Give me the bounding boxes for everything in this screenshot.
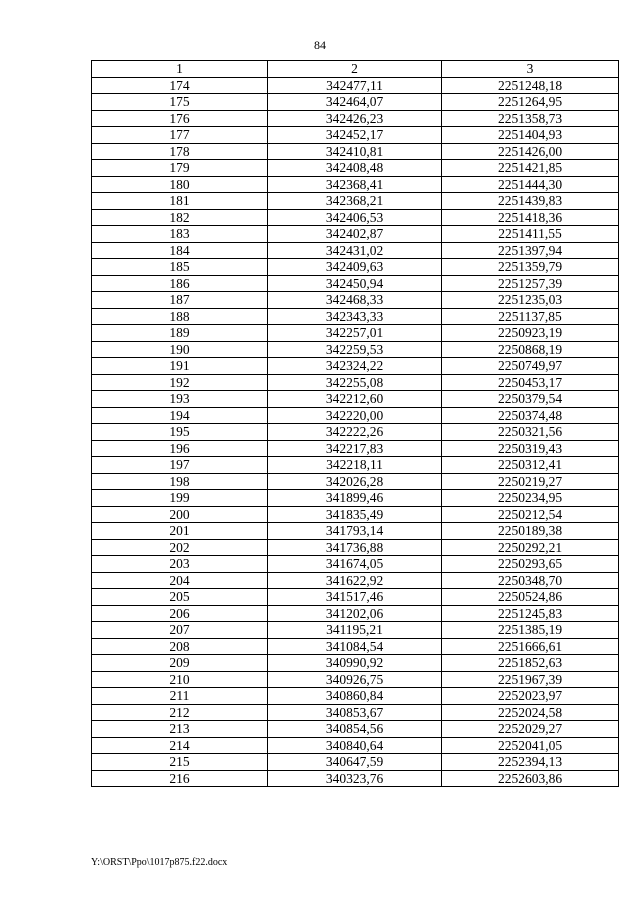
x-coordinate-cell: 342220,00 (268, 407, 442, 424)
table-row (92, 259, 619, 276)
y-coordinate-cell: 2251418,36 (442, 209, 619, 226)
y-coordinate-cell: 2251666,61 (442, 638, 619, 655)
y-coordinate-cell: 2251852,63 (442, 655, 619, 672)
point-number-cell: 206 (92, 605, 268, 622)
x-coordinate-cell: 341517,46 (268, 589, 442, 606)
x-coordinate-cell: 342218,11 (268, 457, 442, 474)
y-coordinate-cell: 2252029,27 (442, 721, 619, 738)
point-number-cell: 208 (92, 638, 268, 655)
y-coordinate-cell: 2251359,79 (442, 259, 619, 276)
y-coordinate-cell: 2251264,95 (442, 94, 619, 111)
table-row (92, 572, 619, 589)
table-row (92, 622, 619, 639)
table-row (92, 325, 619, 342)
point-number-cell: 187 (92, 292, 268, 309)
y-coordinate-cell: 2250234,95 (442, 490, 619, 507)
y-coordinate-cell: 2251358,73 (442, 110, 619, 127)
table-row (92, 754, 619, 771)
x-coordinate-cell: 341195,21 (268, 622, 442, 639)
table-row (92, 407, 619, 424)
y-coordinate-cell: 2250379,54 (442, 391, 619, 408)
table-row (92, 176, 619, 193)
point-number-cell: 180 (92, 176, 268, 193)
x-coordinate-cell: 342368,21 (268, 193, 442, 210)
x-coordinate-cell: 342255,08 (268, 374, 442, 391)
y-coordinate-cell: 2250868,19 (442, 341, 619, 358)
x-coordinate-cell: 341899,46 (268, 490, 442, 507)
point-number-cell: 196 (92, 440, 268, 457)
table-row (92, 523, 619, 540)
x-coordinate-cell: 342450,94 (268, 275, 442, 292)
x-coordinate-cell: 340854,56 (268, 721, 442, 738)
point-number-cell: 189 (92, 325, 268, 342)
x-coordinate-cell: 342477,11 (268, 77, 442, 94)
column-header-y: 3 (442, 61, 619, 78)
y-coordinate-cell: 2250321,56 (442, 424, 619, 441)
point-number-cell: 209 (92, 655, 268, 672)
page-number: 84 (314, 38, 326, 52)
y-coordinate-cell: 2250219,27 (442, 473, 619, 490)
y-coordinate-cell: 2250293,65 (442, 556, 619, 573)
point-number-cell: 185 (92, 259, 268, 276)
column-header-point-number: 1 (92, 61, 268, 78)
point-number-cell: 198 (92, 473, 268, 490)
table-row (92, 308, 619, 325)
table-row (92, 341, 619, 358)
point-number-cell: 197 (92, 457, 268, 474)
point-number-cell: 212 (92, 704, 268, 721)
y-coordinate-cell: 2250319,43 (442, 440, 619, 457)
x-coordinate-cell: 342259,53 (268, 341, 442, 358)
point-number-cell: 184 (92, 242, 268, 259)
y-coordinate-cell: 2252024,58 (442, 704, 619, 721)
y-coordinate-cell: 2251235,03 (442, 292, 619, 309)
y-coordinate-cell: 2250524,86 (442, 589, 619, 606)
point-number-cell: 182 (92, 209, 268, 226)
table-row (92, 292, 619, 309)
y-coordinate-cell: 2250749,97 (442, 358, 619, 375)
y-coordinate-cell: 2251248,18 (442, 77, 619, 94)
point-number-cell: 191 (92, 358, 268, 375)
point-number-cell: 178 (92, 143, 268, 160)
point-number-cell: 199 (92, 490, 268, 507)
table-row (92, 655, 619, 672)
point-number-cell: 195 (92, 424, 268, 441)
x-coordinate-cell: 341835,49 (268, 506, 442, 523)
x-coordinate-cell: 342343,33 (268, 308, 442, 325)
table-row (92, 671, 619, 688)
point-number-cell: 201 (92, 523, 268, 540)
x-coordinate-cell: 340853,67 (268, 704, 442, 721)
x-coordinate-cell: 342406,53 (268, 209, 442, 226)
y-coordinate-cell: 2251439,83 (442, 193, 619, 210)
table-row (92, 374, 619, 391)
x-coordinate-cell: 341674,05 (268, 556, 442, 573)
point-number-cell: 200 (92, 506, 268, 523)
y-coordinate-cell: 2251444,30 (442, 176, 619, 193)
point-number-cell: 214 (92, 737, 268, 754)
table-row (92, 737, 619, 754)
y-coordinate-cell: 2250189,38 (442, 523, 619, 540)
point-number-cell: 193 (92, 391, 268, 408)
table-row (92, 556, 619, 573)
point-number-cell: 216 (92, 770, 268, 787)
x-coordinate-cell: 342431,02 (268, 242, 442, 259)
x-coordinate-cell: 340323,76 (268, 770, 442, 787)
x-coordinate-cell: 342402,87 (268, 226, 442, 243)
table-row (92, 605, 619, 622)
table-row (92, 242, 619, 259)
point-number-cell: 202 (92, 539, 268, 556)
x-coordinate-cell: 342468,33 (268, 292, 442, 309)
table-header-row (92, 61, 619, 78)
table-row (92, 358, 619, 375)
y-coordinate-cell: 2252394,13 (442, 754, 619, 771)
table-row (92, 688, 619, 705)
table-row (92, 704, 619, 721)
x-coordinate-cell: 342452,17 (268, 127, 442, 144)
x-coordinate-cell: 342222,26 (268, 424, 442, 441)
table-row (92, 110, 619, 127)
x-coordinate-cell: 342257,01 (268, 325, 442, 342)
table-row (92, 457, 619, 474)
point-number-cell: 177 (92, 127, 268, 144)
x-coordinate-cell: 342408,48 (268, 160, 442, 177)
point-number-cell: 183 (92, 226, 268, 243)
y-coordinate-cell: 2250292,21 (442, 539, 619, 556)
point-number-cell: 194 (92, 407, 268, 424)
point-number-cell: 188 (92, 308, 268, 325)
y-coordinate-cell: 2250312,41 (442, 457, 619, 474)
point-number-cell: 176 (92, 110, 268, 127)
table-row (92, 226, 619, 243)
x-coordinate-cell: 342026,28 (268, 473, 442, 490)
point-number-cell: 192 (92, 374, 268, 391)
x-coordinate-cell: 341084,54 (268, 638, 442, 655)
table-row (92, 473, 619, 490)
x-coordinate-cell: 342464,07 (268, 94, 442, 111)
point-number-cell: 211 (92, 688, 268, 705)
point-number-cell: 181 (92, 193, 268, 210)
point-number-cell: 179 (92, 160, 268, 177)
y-coordinate-cell: 2252023,97 (442, 688, 619, 705)
point-number-cell: 210 (92, 671, 268, 688)
table-row (92, 275, 619, 292)
y-coordinate-cell: 2250923,19 (442, 325, 619, 342)
point-number-cell: 186 (92, 275, 268, 292)
y-coordinate-cell: 2251245,83 (442, 605, 619, 622)
y-coordinate-cell: 2251385,19 (442, 622, 619, 639)
y-coordinate-cell: 2251967,39 (442, 671, 619, 688)
x-coordinate-cell: 342426,23 (268, 110, 442, 127)
x-coordinate-cell: 342217,83 (268, 440, 442, 457)
y-coordinate-cell: 2250348,70 (442, 572, 619, 589)
y-coordinate-cell: 2251411,55 (442, 226, 619, 243)
point-number-cell: 215 (92, 754, 268, 771)
table-row (92, 94, 619, 111)
x-coordinate-cell: 341202,06 (268, 605, 442, 622)
table-row (92, 539, 619, 556)
x-coordinate-cell: 341736,88 (268, 539, 442, 556)
footer-file-path: Y:\ORST\Ppo\1017p875.f22.docx (91, 857, 228, 868)
point-number-cell: 203 (92, 556, 268, 573)
table-row (92, 143, 619, 160)
table-row (92, 209, 619, 226)
y-coordinate-cell: 2250453,17 (442, 374, 619, 391)
table-row (92, 424, 619, 441)
x-coordinate-cell: 342410,81 (268, 143, 442, 160)
y-coordinate-cell: 2251137,85 (442, 308, 619, 325)
point-number-cell: 207 (92, 622, 268, 639)
x-coordinate-cell: 340926,75 (268, 671, 442, 688)
table-row (92, 589, 619, 606)
table-row (92, 490, 619, 507)
x-coordinate-cell: 342324,22 (268, 358, 442, 375)
table-body (92, 77, 619, 787)
table-row (92, 391, 619, 408)
table-row (92, 770, 619, 787)
point-number-cell: 175 (92, 94, 268, 111)
point-number-cell: 205 (92, 589, 268, 606)
y-coordinate-cell: 2250212,54 (442, 506, 619, 523)
point-number-cell: 190 (92, 341, 268, 358)
y-coordinate-cell: 2252041,05 (442, 737, 619, 754)
coordinates-table (91, 60, 619, 787)
table-row (92, 440, 619, 457)
table-row (92, 127, 619, 144)
table-row (92, 77, 619, 94)
x-coordinate-cell: 342368,41 (268, 176, 442, 193)
table-row (92, 193, 619, 210)
x-coordinate-cell: 340860,84 (268, 688, 442, 705)
y-coordinate-cell: 2251421,85 (442, 160, 619, 177)
x-coordinate-cell: 340647,59 (268, 754, 442, 771)
point-number-cell: 213 (92, 721, 268, 738)
x-coordinate-cell: 342212,60 (268, 391, 442, 408)
y-coordinate-cell: 2251426,00 (442, 143, 619, 160)
y-coordinate-cell: 2252603,86 (442, 770, 619, 787)
x-coordinate-cell: 340840,64 (268, 737, 442, 754)
x-coordinate-cell: 341622,92 (268, 572, 442, 589)
x-coordinate-cell: 340990,92 (268, 655, 442, 672)
y-coordinate-cell: 2251404,93 (442, 127, 619, 144)
point-number-cell: 174 (92, 77, 268, 94)
x-coordinate-cell: 342409,63 (268, 259, 442, 276)
column-header-x: 2 (268, 61, 442, 78)
table-row (92, 160, 619, 177)
point-number-cell: 204 (92, 572, 268, 589)
table-row (92, 638, 619, 655)
table-row (92, 721, 619, 738)
x-coordinate-cell: 341793,14 (268, 523, 442, 540)
y-coordinate-cell: 2251397,94 (442, 242, 619, 259)
table-row (92, 506, 619, 523)
y-coordinate-cell: 2250374,48 (442, 407, 619, 424)
y-coordinate-cell: 2251257,39 (442, 275, 619, 292)
